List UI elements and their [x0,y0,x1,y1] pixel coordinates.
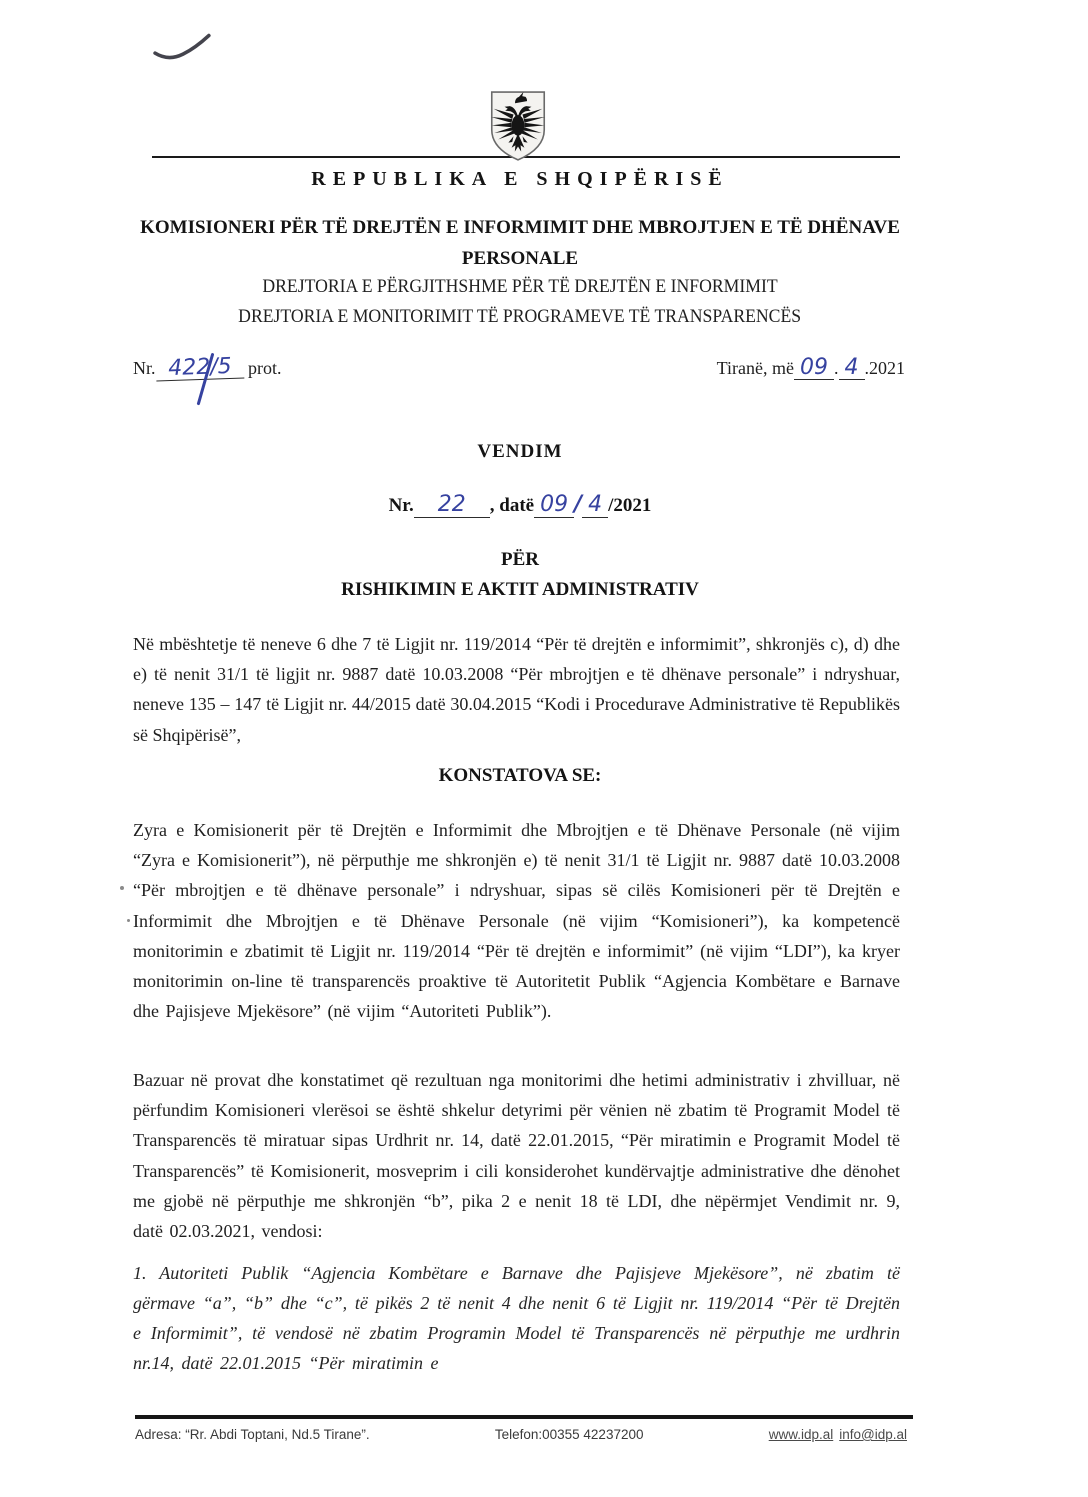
pen-swoosh-mark-icon [152,32,214,66]
decision-nr-label: Nr. [388,495,414,516]
protocol-nr-label: Nr. [133,358,156,378]
protocol-year: .2021 [864,358,905,378]
protocol-nr-handwritten-value: 422/5 [167,353,232,382]
footer [135,1427,907,1442]
footer-divider [135,1415,913,1419]
scan-artifact-dot [127,919,130,922]
protocol-row [133,353,905,382]
per-label: PËR [501,549,539,570]
footer-website-link[interactable]: www.idp.al [768,1427,834,1442]
albania-double-headed-eagle-emblem-icon [486,88,550,164]
decision-day-handwritten: 09 [540,492,569,517]
footer-email-link[interactable]: info@idp.al [839,1427,907,1442]
footer-address: Adresa: “Rr. Abdi Toptani, Nd.5 Tirane”. [135,1427,370,1442]
directorate-monitoring-title: DREJTORIA E MONITORIMIT TË PROGRAMEVE TË TRANSPARENCËS [238,306,802,327]
footer-phone: Telefon:00355 42237200 [494,1427,644,1442]
legal-basis-paragraph: Në mbështetje të neneve 6 dhe 7 të Ligjit nr. 119/2014 “Për të drejtën e informimit”, shkronjës c), d) dhe e) të nenit 31/1 të ligjit nr. 9887 datë 10.03.2008 “Për mbrojtjen e të dhënave personale” i ndryshuar, neneve 135 – 147 të Ligjit nr. 44/2015 datë 30.04.2015 “Kodi i Procedurave Administrative të Republikës së Shqipërisë”, [133,634,900,745]
republic-title: REPUBLIKA E SHQIPËRISË [311,168,729,190]
footer-links [769,1427,907,1442]
decision-subject: RISHIKIMIN E AKTIT ADMINISTRATIV [341,579,699,600]
protocol-day-handwritten: 09 [800,355,828,380]
decision-point-1-paragraph: 1. Autoriteti Publik “Agjencia Kombëtare e Barnave dhe Pajisjeve Mjekësore”, në zbatim të gërmave “a”, “b” dhe “c”, të pikës 2 të nenit 4 dhe nenit 6 të Ligjit nr. 119/2014 “Për të Drejtën e Informimit”, të vendosë në zbatim Programin Model të Transparencës në përputhje me urdhrin nr.14, datë 22.01.2015 “Për miratimin e [133,1263,900,1373]
scan-artifact-dot [120,886,124,890]
protocol-prot-label: prot. [248,358,282,378]
place-date-label: Tiranë, më [716,358,794,378]
findings-paragraph: Zyra e Komisionerit për të Drejtën e Informimit dhe Mbrojtjen e të Dhënave Personale (në vijim “Zyra e Komisionerit”), në përputhje me shkronjën e) të nenit 31/1 të Ligjit nr. 9887 datë 10.03.2008 “Për mbrojtjen e të dhënave personale” i ndryshuar, sipas së cilës Komisioneri për të Drejtën e Informimit dhe Mbrojtjen e të Dhënave Personale (në vijim “Komisioneri”), ka kompetencë monitorimin e zbatimit të Ligjit nr. 119/2014 “Për të drejtën e informimit” (në vijim “LDI”), ka kryer monitorimin on-line të transparencës proaktive të Autoritetit Publik “Agjencia Kombëtare e Barnave dhe Pajisjeve Mjekësore” (në vijim “Autoriteti Publik”). [133,820,900,1022]
date-dot: . [834,358,839,378]
protocol-month-handwritten: 4 [844,355,859,380]
place-date [716,355,905,380]
konstatova-heading: KONSTATOVA SE: [438,765,602,786]
decision-number-line [133,492,907,518]
conclusion-paragraph: Bazuar në provat dhe konstatimet që rezultuan nga monitorimi dhe hetimi administrativ i zhvilluar, në përfundim Komisioneri vlerësoi se është shkelur detyrimi për vënien në zbatim të Programit Model të Transparencës të miratuar sipas Urdhrit nr. 14, datë 22.01.2015, “Për miratimin e Programit Model të Transparencës” të Komisionerit, mosveprim i cili konsiderohet kundërvajtje administrative dhe dënohet me gjobë në përputhje me shkronjën “b”, pika 2 e nenit 18 të LDI, dhe nëpërmjet Vendimit nr. 9, datë 02.03.2021, vendosi: [133,1070,900,1242]
commissioner-title: KOMISIONERI PËR TË DREJTËN E INFORMIMIT DHE MBROJTJEN E TË DHËNAVE PERSONALE [140,217,900,269]
decision-month-handwritten: 4 [588,492,603,517]
decision-nr-handwritten: 22 [437,492,466,517]
decision-heading: VENDIM [477,441,563,462]
decision-year: /2021 [608,495,652,516]
decision-date-label: , datë [489,495,535,516]
directorate-general-title: DREJTORIA E PËRGJITHSHME PËR TË DREJTËN E INFORMIMIT [262,276,778,297]
decision-date-slash: / [574,492,583,517]
